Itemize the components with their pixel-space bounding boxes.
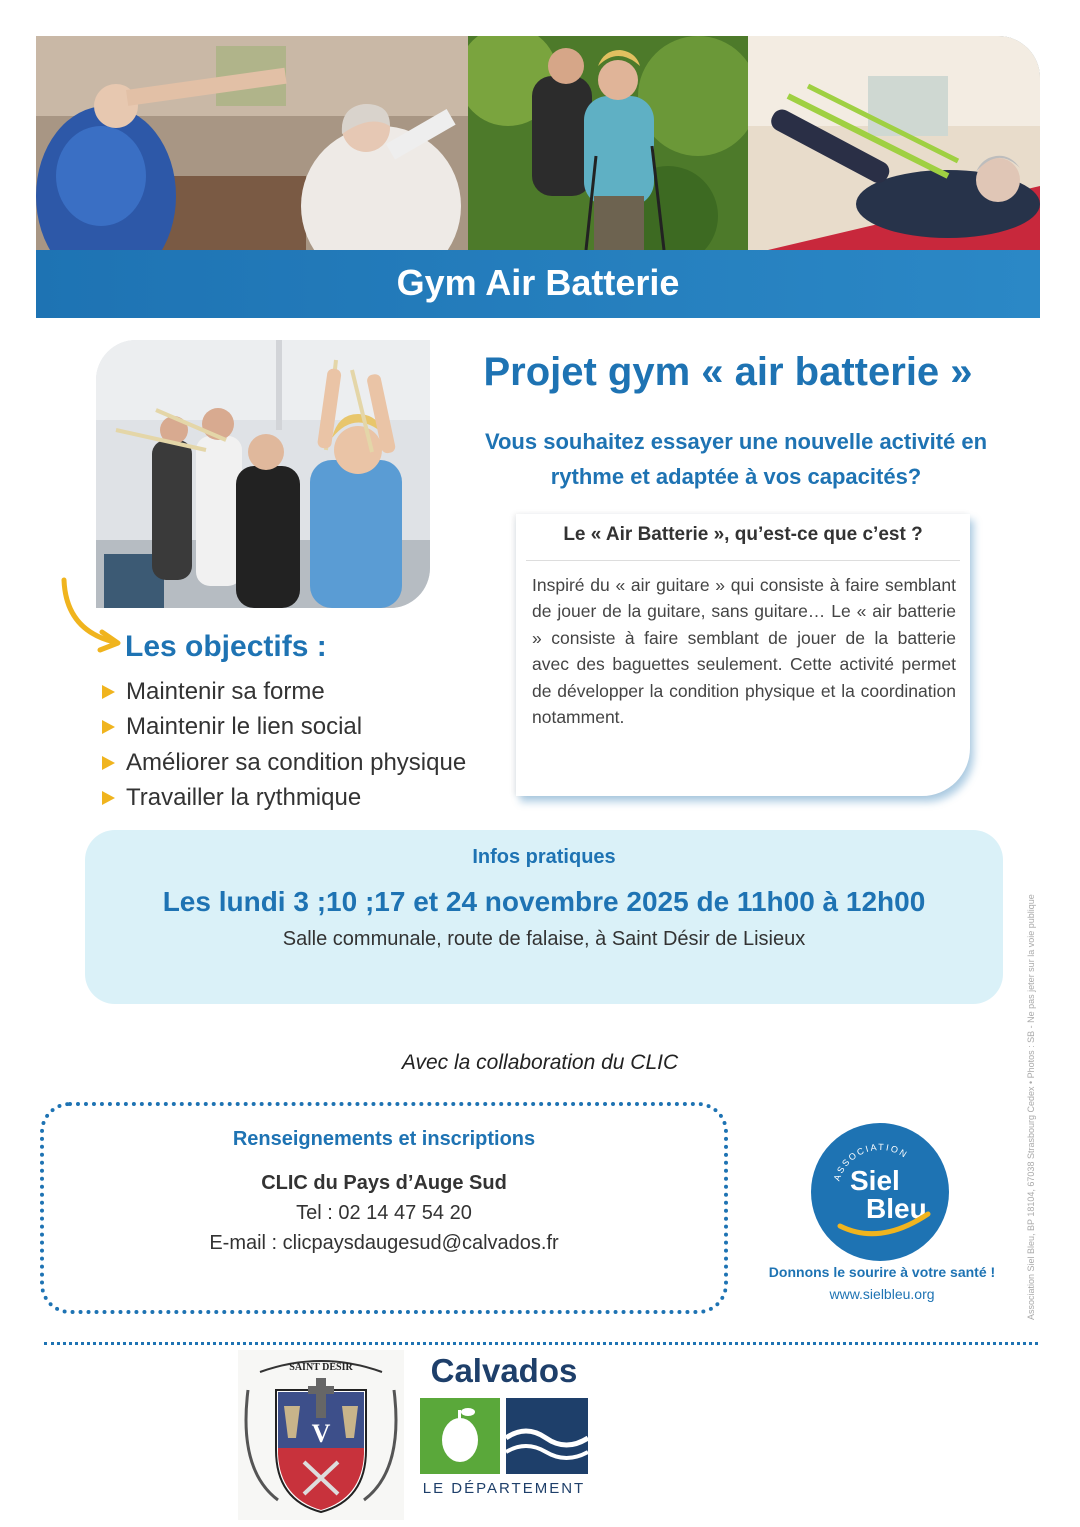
contact-phone: Tel : 02 14 47 54 20 <box>296 1202 472 1224</box>
contact-title: Renseignements et inscriptions <box>232 1128 536 1150</box>
siel-assoc-label: ASSOCIATION <box>831 1141 911 1183</box>
what-is-it-divider <box>526 560 960 561</box>
curved-arrow-icon <box>56 574 126 654</box>
siel-name-2: Bleu <box>866 1193 927 1224</box>
objective-item: Maintenir le lien social <box>100 709 466 744</box>
siel-bleu-logo <box>810 1122 950 1262</box>
svg-text:V: V <box>311 1419 331 1448</box>
calvados-name: Calvados <box>430 1352 578 1389</box>
calvados-subtitle: LE DÉPARTEMENT <box>422 1480 586 1497</box>
saint-desir-crest <box>238 1350 404 1520</box>
objective-item: Maintenir sa forme <box>100 674 466 709</box>
calvados-logo <box>414 1352 594 1502</box>
banner-title: Gym Air Batterie <box>396 262 680 303</box>
bullet-triangle-icon <box>102 720 115 734</box>
photo-air-drum-group <box>96 340 430 608</box>
crest-label: SAINT DÉSIR <box>289 1362 353 1373</box>
contact-email[interactable]: E-mail : clicpaysdaugesud@calvados.fr <box>209 1232 559 1254</box>
photo-mat-exercise <box>748 36 1040 250</box>
vertical-credit-text: Association Siel Bleu, BP 18104, 67038 Strasbourg Cedex • Photos : SB - Ne pas jeter sur la voie publique <box>1026 894 1036 1320</box>
practical-info-box <box>85 830 1003 1004</box>
project-subtitle-line1: Vous souhaitez essayer une nouvelle activité en <box>484 429 988 454</box>
photo-seniors-exercise <box>36 36 468 250</box>
siel-name-1: Siel <box>850 1165 900 1196</box>
project-title: Projet gym « air batterie » <box>483 350 973 394</box>
session-dates: Les lundi 3 ;10 ;17 et 24 novembre 2025 de 11h00 à 12h00 <box>162 886 926 917</box>
bullet-triangle-icon <box>102 685 115 699</box>
objectives-title: Les objectifs : <box>125 630 327 663</box>
photo-nordic-walking <box>468 36 748 250</box>
objective-item: Travailler la rythmique <box>100 780 466 815</box>
calvados-emblem <box>420 1398 588 1474</box>
header-banner <box>36 36 1040 318</box>
collaboration-note: Avec la collaboration du CLIC <box>401 1051 679 1074</box>
bottom-divider <box>44 1342 1038 1345</box>
contact-box <box>40 1102 728 1314</box>
objectives-list <box>100 674 466 815</box>
what-is-it-box <box>516 514 970 796</box>
objective-item: Améliorer sa condition physique <box>100 745 466 780</box>
what-is-it-text: Inspiré du « air guitare » qui consiste à faire semblant de jouer de la guitare, sans guitare… Le « air batterie » consiste à faire semblant de jouer de la batterie avec des baguettes seulement. Cette activité permet de développer la condition physique et la coordination notamment. <box>532 575 956 728</box>
bullet-triangle-icon <box>102 756 115 770</box>
practical-info-title: Infos pratiques <box>472 846 616 868</box>
bullet-triangle-icon <box>102 791 115 805</box>
what-is-it-title: Le « Air Batterie », qu’est-ce que c’est ? <box>563 524 923 545</box>
session-location: Salle communale, route de falaise, à Saint Désir de Lisieux <box>282 928 806 950</box>
project-subtitle-line2: rythme et adaptée à vos capacités? <box>550 464 922 489</box>
contact-organization: CLIC du Pays d’Auge Sud <box>261 1172 507 1194</box>
siel-website-link[interactable]: www.sielbleu.org <box>829 1286 935 1302</box>
project-subtitle <box>440 424 1032 494</box>
siel-slogan: Donnons le sourire à votre santé ! <box>768 1264 996 1280</box>
